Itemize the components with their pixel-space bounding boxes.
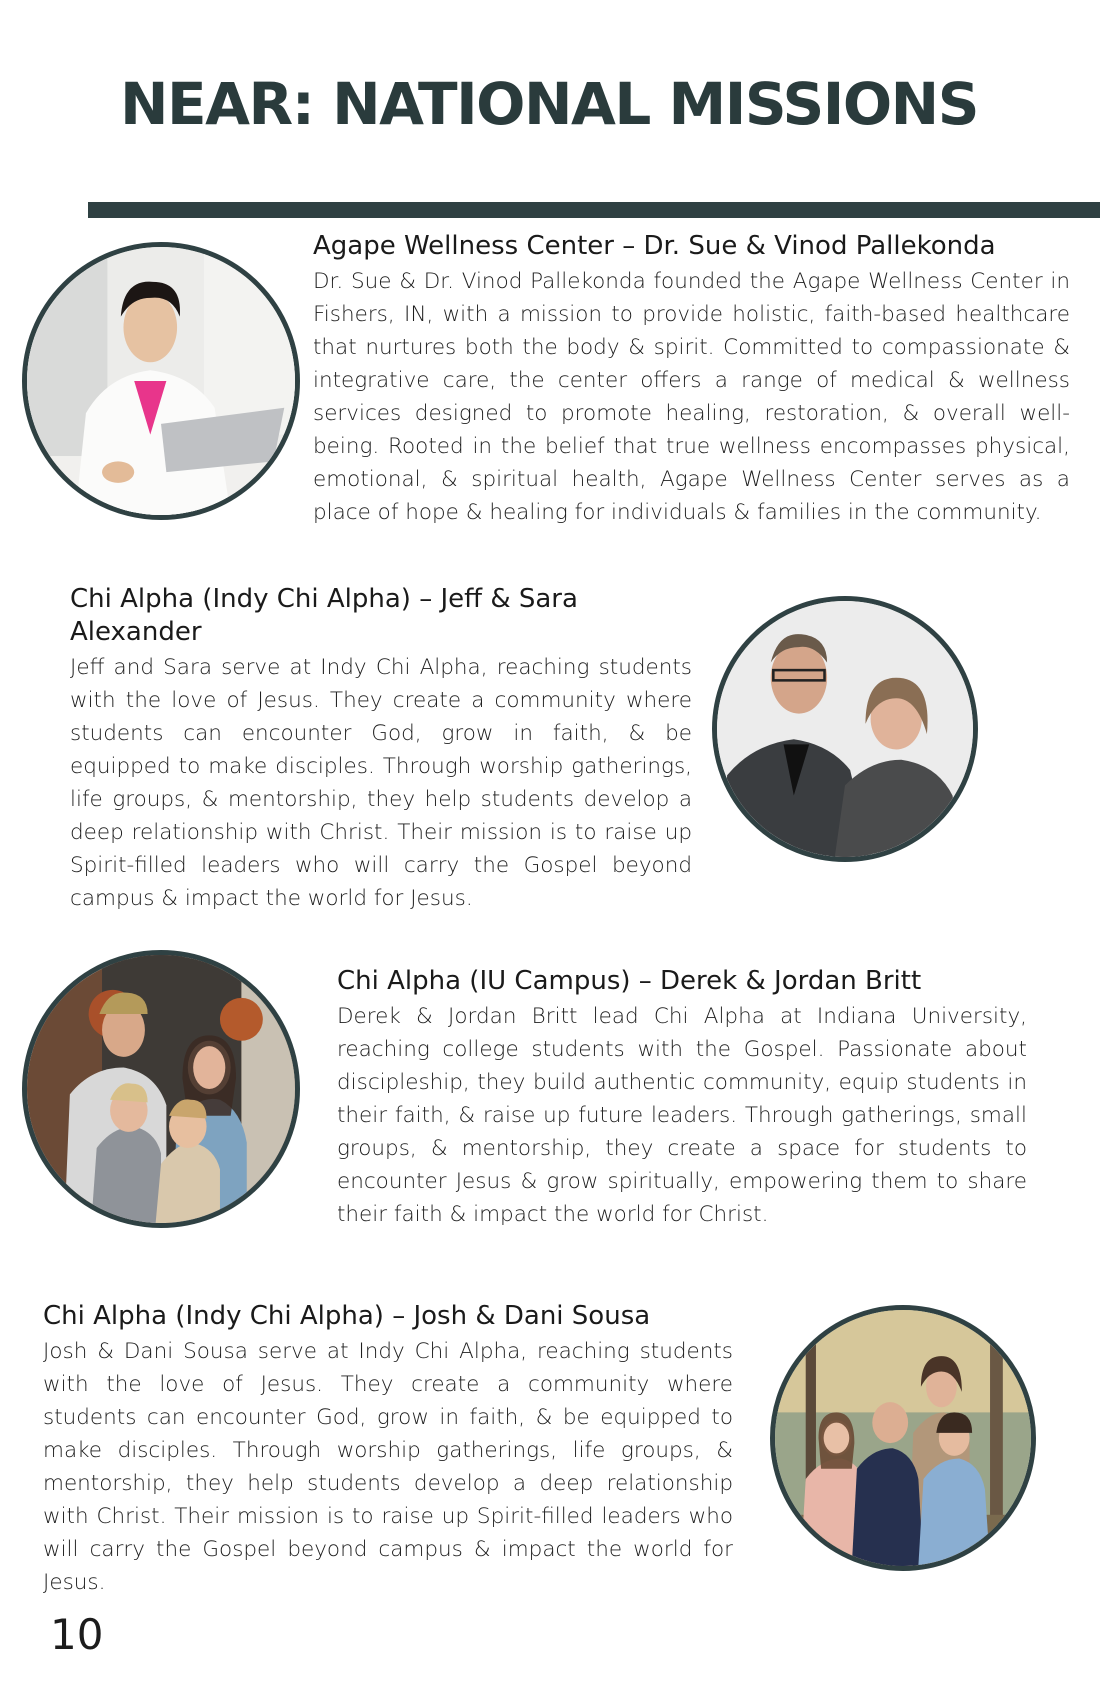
page-number: 10 (50, 1610, 104, 1659)
section-indy-chi-alpha-alexander (70, 583, 692, 915)
section-body: Josh & Dani Sousa serve at Indy Chi Alpha, reaching students with the love of Jesus. They create a community where students can encounter God, grow in faith, & be equipped to make disciples. Through worship gatherings, life groups, & mentorship, they help students develop a deep relationship with Christ. Their mission is to raise up Spirit-filled leaders who will carry the Gospel beyond campus & impact the world for Jesus. (43, 1339, 733, 1595)
section-body: Jeff and Sara serve at Indy Chi Alpha, reaching students with the love of Jesus. They create a community where students can encounter God, grow in faith, & be equipped to make disciples. Through worship gatherings, life groups, & mentorship, they help students develop a deep relationship with Christ. Their mission is to raise up Spirit-filled leaders who will carry the Gospel beyond campus & impact the world for Jesus. (70, 655, 692, 911)
section-heading: Agape Wellness Center – Dr. Sue & Vinod Pallekonda (313, 231, 996, 261)
section-heading: Chi Alpha (Indy Chi Alpha) – Josh & Dani Sousa (43, 1301, 651, 1331)
page-title: NEAR: NATIONAL MISSIONS (120, 70, 978, 138)
section-heading: Chi Alpha (Indy Chi Alpha) – Jeff & Sara Alexander (70, 584, 578, 647)
section-heading: Chi Alpha (IU Campus) – Derek & Jordan Britt (337, 966, 922, 996)
photo-sousa-family (770, 1305, 1036, 1571)
title-divider (88, 202, 1100, 218)
section-iu-chi-alpha-britt (337, 965, 1027, 1231)
section-body: Dr. Sue & Dr. Vinod Pallekonda founded the Agape Wellness Center in Fishers, IN, with a mission to provide holistic, faith-based healthcare that nurtures both the body & spirit. Committed to compassionate & integrative care, the center offers a range of medical & wellness services designed to promote healing, restoration, & overall well-being. Rooted in the belief that true wellness encompasses physical, emotional, & spiritual health, Agape Wellness Center serves as a place of hope & healing for individuals & families in the community. (313, 269, 1070, 525)
section-indy-chi-alpha-sousa (43, 1300, 733, 1599)
photo-doctor (22, 242, 300, 520)
photo-britt-family (22, 950, 300, 1228)
section-body: Derek & Jordan Britt lead Chi Alpha at Indiana University, reaching college students with the Gospel. Passionate about discipleship, they build authentic community, equip students in their faith, & raise up future leaders. Through gatherings, small groups, & mentorship, they create a space for students to encounter Jesus & grow spiritually, empowering them to share their faith & impact the world for Christ. (337, 1004, 1027, 1227)
section-agape (313, 230, 1070, 529)
photo-alexander-couple (712, 596, 978, 862)
